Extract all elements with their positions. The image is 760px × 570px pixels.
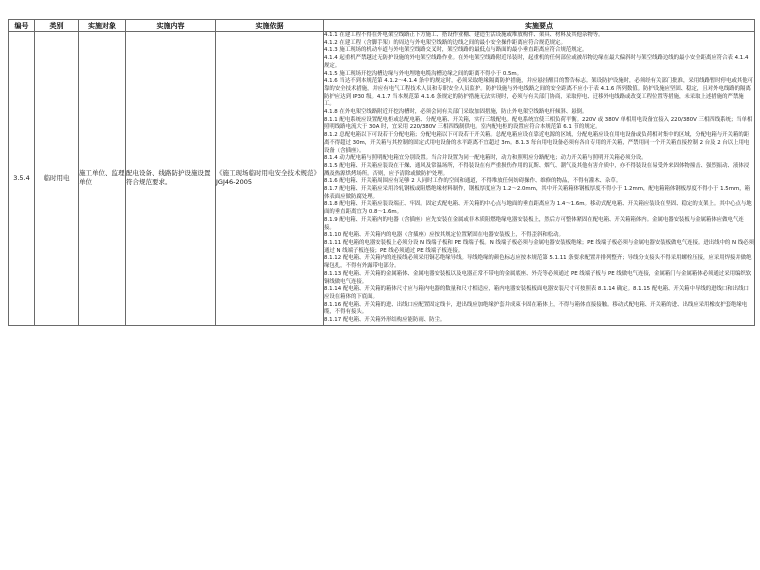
point-paragraph: 8.1.10 配电箱、开关箱内的电器（含插座）应按其规定位置紧固在电器安装板上，不得歪斜和松动。 — [324, 232, 564, 239]
row-object: 施工单位、监理单位 — [79, 32, 126, 326]
point-paragraph: 8.1.9 配电箱、开关箱内的电器（含插座）应先安装在金属或非木质阻燃绝缘电器安装板上，然后方可整体紧固在配电箱、开关箱箱体内。金属电器安装板与金属箱体应做电气连接。 — [324, 216, 744, 231]
point-paragraph: 8.1.5 配电箱、开关箱应装设在干燥、通风及常温场所，不得装设在有严重损伤作用的瓦斯、烟气、潮气及其他有害介质中，亦不得装设在易受外来固体物撞击、强烈振动、液体浸溅及热源烘烤场所。否则，应予清除或做防护处理。 — [324, 162, 750, 177]
header-object: 实施对象 — [79, 20, 126, 32]
row-category: 临时用电 — [35, 32, 79, 326]
header-basis: 实施依据 — [216, 20, 324, 32]
header-points: 实施要点 — [324, 20, 755, 32]
point-paragraph: 4.1.6 当达不到本规范第 4.1.2～4.1.4 条中的规定时，必须采取绝缘隔离防护措施，并应悬挂醒目的警告标志。架设防护设施时，必须经有关部门批准，采用线路暂时停电或其他可靠的安全技术措施，并应有电气工程技术人员和专职安全人员监护。防护设施与外电线路之间的安全距离不应小于表 4.1.6 所列数值。防护设施应坚固、稳定，且对外电线路的隔离防护应达到 IP30 级。4.1.7 当本规范第 4.1.6 条规定的防护措施无法实现时，必须与有关部门协商，采取停电、迁移外电线路或改变工程位置等措施，未采取上述措施的严禁施工。 — [324, 78, 754, 108]
point-paragraph: 8.1.1 配电系统应设置配电柜或总配电箱、分配电箱、开关箱，实行三级配电。配电系统宜使三相负荷平衡。220V 或 380V 单相用电设备宜接入 220/380V 三相四线系统；当单相照明线路电流大于 30A 时，宜采用 220/380V 三相四线制供电。室内配电柜的设置应符合本规范第 6.1 节的规定。 — [324, 116, 753, 131]
inspection-table — [8, 19, 755, 326]
point-paragraph: 8.1.13 配电箱、开关箱的金属箱体、金属电器安装板以及电器正常不带电的金属底座、外壳等必须通过 PE 线端子板与 PE 线做电气连接，金属箱门与金属箱体必须通过采用编织软铜线做电气连接。 — [324, 270, 752, 285]
point-paragraph: 8.1.14 配电箱、开关箱的箱体尺寸应与箱内电器的数量和尺寸相适应，箱内电器安装板板面电器安装尺寸可按照表 8.1.14 确定。8.1.15 配电箱、开关箱中导线的进线口和出线口应设在箱体的下底面。 — [324, 286, 749, 300]
point-paragraph: 8.1.2 总配电箱以下可设若干分配电箱；分配电箱以下可设若干开关箱。总配电箱应设在靠近电源的区域，分配电箱应设在用电设备或负荷相对集中的区域，分配电箱与开关箱的距离不得超过 30m，开关箱与其控制的固定式用电设备的水平距离不宜超过 3m。8.1.3 每台用电设备必须有各自专用的开关箱，严禁用同一个开关箱直接控制 2 台及 2 台以上用电设备（含插座）。 — [324, 132, 750, 154]
point-paragraph: 4.1.8 在外电架空线路附近开挖沟槽时，必须会同有关部门采取加固措施，防止外电架空线路电杆倾斜、悬倒。 — [324, 109, 588, 116]
header-category: 类别 — [35, 20, 79, 32]
point-paragraph: 8.1.7 配电箱、开关箱应采用冷轧钢板或阻燃绝缘材料制作，钢板厚度应为 1.2～2.0mm，其中开关箱箱体钢板厚度不得小于 1.2mm，配电箱箱体钢板厚度不得小于 1.5mm，箱体表面应做防腐处理。 — [324, 186, 750, 200]
row-number: 3.5.4 — [9, 32, 35, 326]
point-paragraph: 8.1.8 配电箱、开关箱应装设端正、牢固。固定式配电箱、开关箱的中心点与地面的垂直距离应为 1.4～1.6m。移动式配电箱、开关箱应装设在坚固、稳定的支架上。其中心点与地面的垂直距离宜为 0.8～1.6m。 — [324, 201, 752, 216]
point-paragraph: 4.1.2 在建工程（含脚手架）的周边与外电架空线路的边线之间的最小安全操作距离应符合规范规定。 — [324, 39, 566, 46]
table-header-row — [9, 20, 755, 32]
header-content: 实施内容 — [126, 20, 216, 32]
point-paragraph: 4.1.4 起重机严禁越过无防护设施的外电架空线路作业。在外电架空线路附近吊装时，起重机的任何部位或被吊物边缘在最大偏斜时与架空线路边线的最小安全距离应符合表 4.1.4 规定。 — [324, 55, 749, 69]
point-paragraph: 4.1.1 在建工程不得在外电架空线路正下方施工、搭设作业棚、建造生活设施或堆放构件、架具、材料及其他杂物等。 — [324, 32, 604, 38]
table-row — [9, 32, 755, 326]
header-no: 编号 — [9, 20, 35, 32]
point-paragraph: 4.1.5 施工现场开挖沟槽边缘与外电埋地电缆沟槽边缘之间的距离不得小于 0.5m。 — [324, 70, 523, 77]
point-paragraph: 8.1.16 配电箱、开关箱的进、出线口应配置固定线卡，进出线应加绝缘护套并成束卡固在箱体上，不得与箱体直接接触。移动式配电箱、开关箱的进、出线应采用橡皮护套绝缘电缆，不得有接头。 — [324, 301, 748, 316]
row-content: 配电设备、线路防护设施设置符合规范要求。 — [126, 32, 216, 326]
point-paragraph: 4.1.3 施工现场的机动车道与外电架空线路交叉时，架空线路的最低点与路面的最小垂直距离应符合规范规定。 — [324, 47, 588, 54]
point-paragraph: 8.1.6 配电箱、开关箱周围应有足够 2 人同时工作的空间和通道，不得堆放任何妨碍操作、维修的物品，不得有灌木、杂草。 — [324, 178, 622, 185]
point-paragraph: 8.1.4 动力配电箱与照明配电箱宜分别设置。当合并设置为同一配电箱时，动力和照明应分路配电；动力开关箱与照明开关箱必须分设。 — [324, 155, 647, 162]
row-points — [324, 32, 755, 326]
point-paragraph: 8.1.17 配电箱、开关箱外形结构应能防雨、防尘。 — [324, 317, 446, 324]
point-paragraph: 8.1.12 配电箱、开关箱内的连接线必须采用铜芯绝缘导线。导线绝缘的颜色标志应按本规范第 5.1.11 条要求配置并排列整齐；导线分支接头不得采用螺栓压接，应采用焊接并做绝缘包扎，不得有外露带电部分。 — [324, 255, 752, 270]
point-paragraph: 8.1.11 配电箱的电器安装板上必须分设 N 线端子板和 PE 线端子板。N 线端子板必须与金属电器安装板绝缘；PE 线端子板必须与金属电器安装板做电气连接。进出线中的 N 线必须通过 N 线端子板连接；PE 线必须通过 PE 线端子板连接。 — [324, 239, 754, 254]
row-basis: 《施工现场临时用电安全技术规范》JGJ46-2005 — [216, 32, 324, 326]
